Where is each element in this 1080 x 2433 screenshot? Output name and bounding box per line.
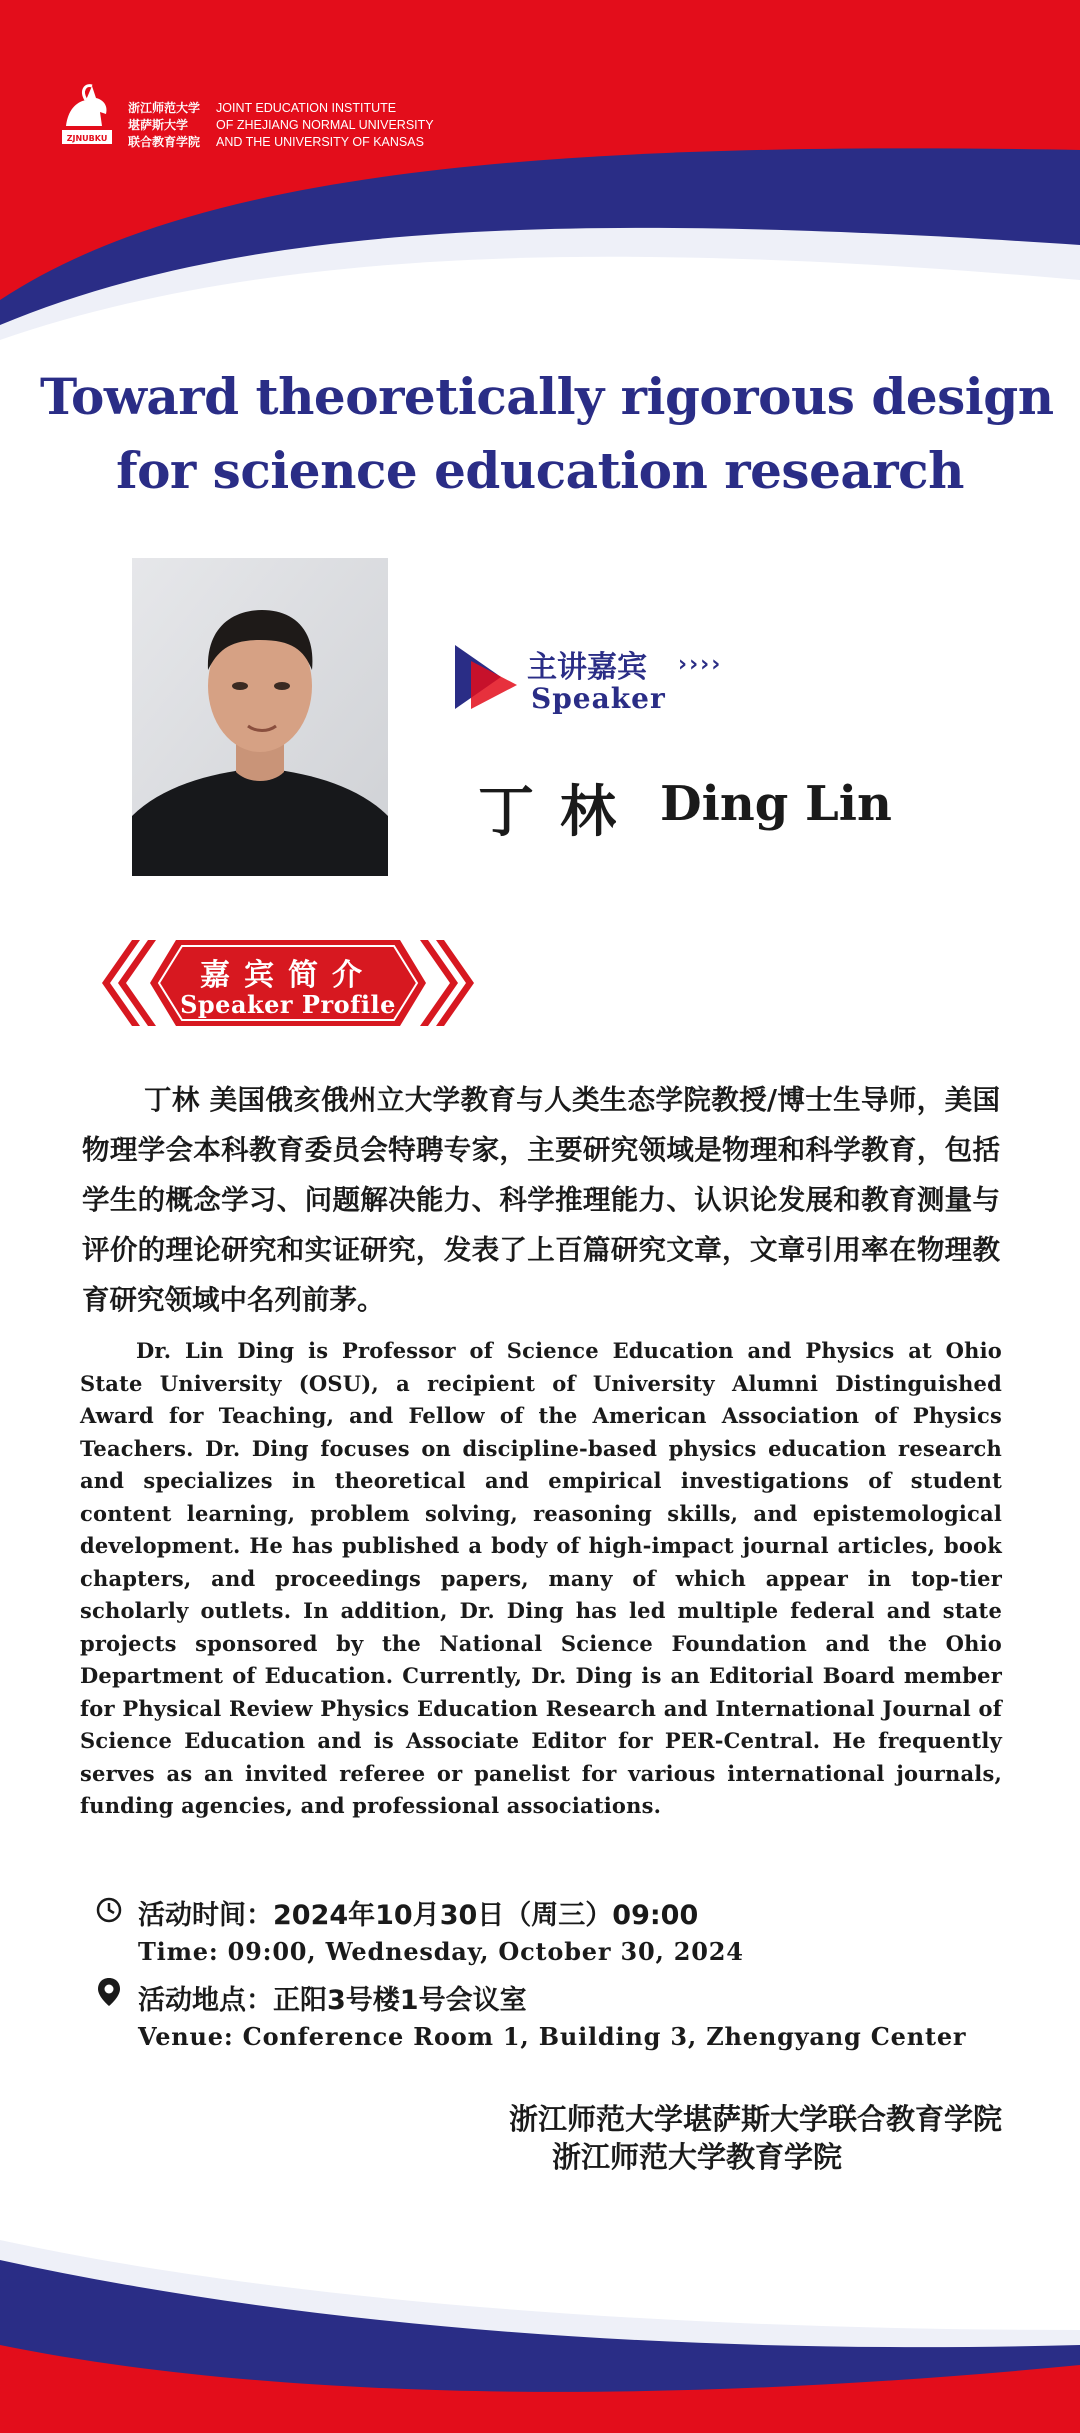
- speaker-name-cn: 丁林: [478, 780, 642, 845]
- profile-badge-en: Speaker Profile: [180, 990, 396, 1019]
- speaker-arrows: ››››: [678, 652, 723, 677]
- bio-chinese: 丁林 美国俄亥俄州立大学教育与人类生态学院教授/博士生导师，美国物理学会本科教育委员会特聘专家，主要研究领域是物理和科学教育，包括学生的概念学习、问题解决能力、科学推理能力、认识论发展和教育测量与评价的理论研究和实证研究，发表了上百篇研究文章，文章引用率在物理教育研究领域中名列前茅。: [82, 1084, 1000, 1316]
- logo-en-line: AND THE UNIVERSITY OF KANSAS: [216, 135, 424, 149]
- location-pin-icon: [96, 1977, 122, 2007]
- logo-en-line: JOINT EDUCATION INSTITUTE: [216, 101, 397, 115]
- logo-en-text: [216, 100, 476, 151]
- event-time-en: Time: 09:00, Wednesday, October 30, 2024: [138, 1937, 744, 1966]
- speaker-label-cn: 主讲嘉宾: [527, 650, 647, 685]
- organizer-line: 浙江师范大学堪萨斯大学联合教育学院: [508, 2102, 1002, 2136]
- speaker-label-en: Speaker: [531, 682, 666, 715]
- logo-cn-line: 浙江师范大学: [128, 101, 201, 115]
- footer-wave-background: [0, 2140, 1080, 2433]
- logo-horse-icon: [56, 80, 118, 152]
- bio-english: Dr. Lin Ding is Professor of Science Education and Physics at Ohio State University (OSU), a recipient of University Alumni Distinguished Award for Teaching, and Fellow of the American Association of Physics Teachers. Dr. Ding focuses on discipline-based physics education research and specializes in theoretical and empirical investigations of student content learning, problem solving, reasoning skills, and epistemological development. He has published a body of high-impact journal articles, book chapters, and proceedings papers, many of which appear in top-tier scholarly outlets. In addition, Dr. Ding has led multiple federal and state projects sponsored by the National Science Foundation and the Ohio Department of Education. Currently, Dr. Ding is an Editorial Board member for Physical Review Physics Education Research and International Journal of Science Education and is Associate Editor for PER-Central. He frequently serves as an invited referee or panelist for various international journals, funding agencies, and professional associations.: [80, 1338, 1002, 1818]
- logo-wordmark: ZJNUBKU: [66, 134, 108, 143]
- header-wave-background: [0, 0, 1080, 360]
- speaker-triangle-icon: [455, 645, 519, 709]
- clock-icon: [96, 1895, 122, 1925]
- event-title: [40, 360, 1054, 508]
- logo-cn-line: 堪萨斯大学: [128, 118, 189, 132]
- event-venue-en: Venue: Conference Room 1, Building 3, Zhengyang Center: [138, 2022, 967, 2051]
- speaker-name-en: Ding Lin: [660, 776, 892, 832]
- logo-en-line: OF ZHEJIANG NORMAL UNIVERSITY: [216, 118, 434, 132]
- event-time-cn: 活动时间：2024年10月30日（周三）09:00: [138, 1900, 699, 1931]
- logo-cn-text: [128, 100, 218, 151]
- speaker-photo: [132, 558, 388, 876]
- organizer-line: 浙江师范大学教育学院: [551, 2140, 842, 2174]
- title-line: for science education research: [116, 441, 964, 500]
- event-venue-cn: 活动地点：正阳3号楼1号会议室: [138, 1985, 527, 2016]
- logo-cn-line: 联合教育学院: [128, 135, 201, 149]
- title-line: Toward theoretically rigorous design: [40, 367, 1054, 426]
- profile-badge-cn: 嘉宾简介: [200, 958, 376, 993]
